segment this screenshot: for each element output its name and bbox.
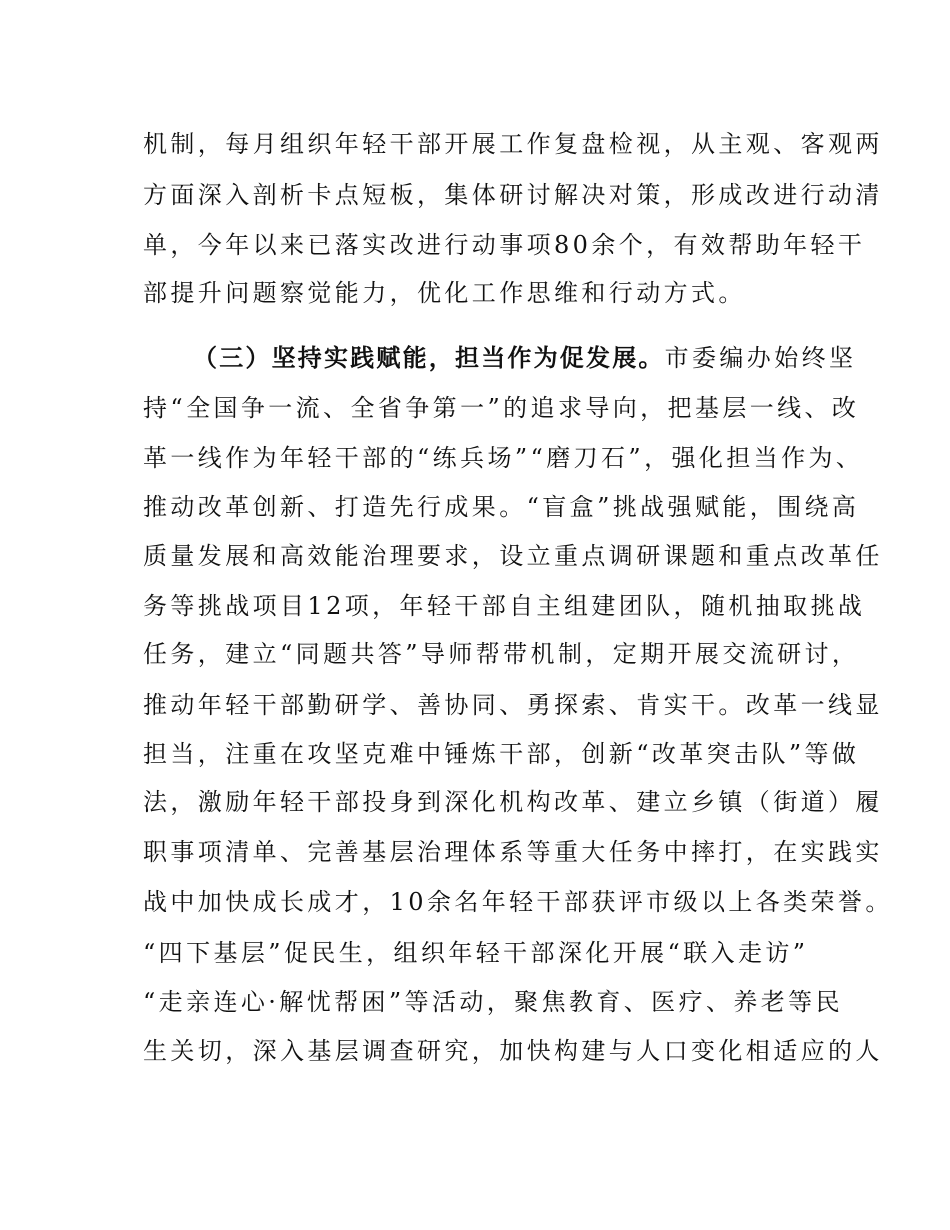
paragraph-2-first-line-rest: 市委编办始终坚 — [664, 344, 857, 372]
paragraph-2-line-14: “走亲连心·解忧帮困”等活动，聚焦教育、医疗、养老等民 — [143, 988, 843, 1016]
paragraph-2-line-3: 革一线作为年轻干部的“练兵场”“磨刀石”，强化担当作为、 — [143, 444, 864, 472]
paragraph-2-line-15: 生关切，深入基层调查研究，加快构建与人口变化相适应的人 — [143, 1037, 883, 1065]
paragraph-1-line-3: 单，今年以来已落实改进行动事项80余个，有效帮助年轻干 — [143, 231, 866, 259]
paragraph-1-line-2: 方面深入剖析卡点短板，集体研讨解决对策，形成改进行动清 — [143, 181, 883, 209]
paragraph-2-line-12: 战中加快成长成才，10余名年轻干部获评市级以上各类荣誉。 — [143, 888, 893, 916]
paragraph-1-line-1: 机制，每月组织年轻干部开展工作复盘检视，从主观、客观两 — [143, 130, 883, 158]
paragraph-2-line-9: 担当，注重在攻坚克难中锤炼干部，创新“改革突击队”等做 — [143, 740, 860, 768]
paragraph-2-line-2: 持“全国争一流、全省争第一”的追求导向，把基层一线、改 — [143, 394, 860, 422]
paragraph-2-first-line — [193, 342, 856, 374]
paragraph-2-line-13: “四下基层”促民生，组织年轻干部深化开展“联入走访” — [143, 939, 809, 967]
paragraph-2-line-4: 推动改革创新、打造先行成果。“盲盒”挑战强赋能，围绕高 — [143, 493, 860, 521]
paragraph-2-line-8: 推动年轻干部勤研学、善协同、勇探索、肯实干。改革一线显 — [143, 691, 883, 719]
paragraph-2-line-7: 任务，建立“同题共答”导师帮带机制，定期开展交流研讨， — [143, 640, 860, 668]
paragraph-2-line-11: 职事项清单、完善基层治理体系等重大任务中摔打，在实践实 — [143, 838, 883, 866]
section-heading: （三）坚持实践赋能，担当作为促发展。 — [193, 344, 665, 372]
paragraph-1-line-4: 部提升问题察觉能力，优化工作思维和行动方式。 — [143, 279, 746, 307]
paragraph-2-line-6: 务等挑战项目12项，年轻干部自主组建团队，随机抽取挑战 — [143, 592, 866, 620]
paragraph-2-line-5: 质量发展和高效能治理要求，设立重点调研课题和重点改革任 — [143, 542, 883, 570]
paragraph-2-line-10: 法，激励年轻干部投身到深化机构改革、建立乡镇（街道）履 — [143, 788, 883, 816]
